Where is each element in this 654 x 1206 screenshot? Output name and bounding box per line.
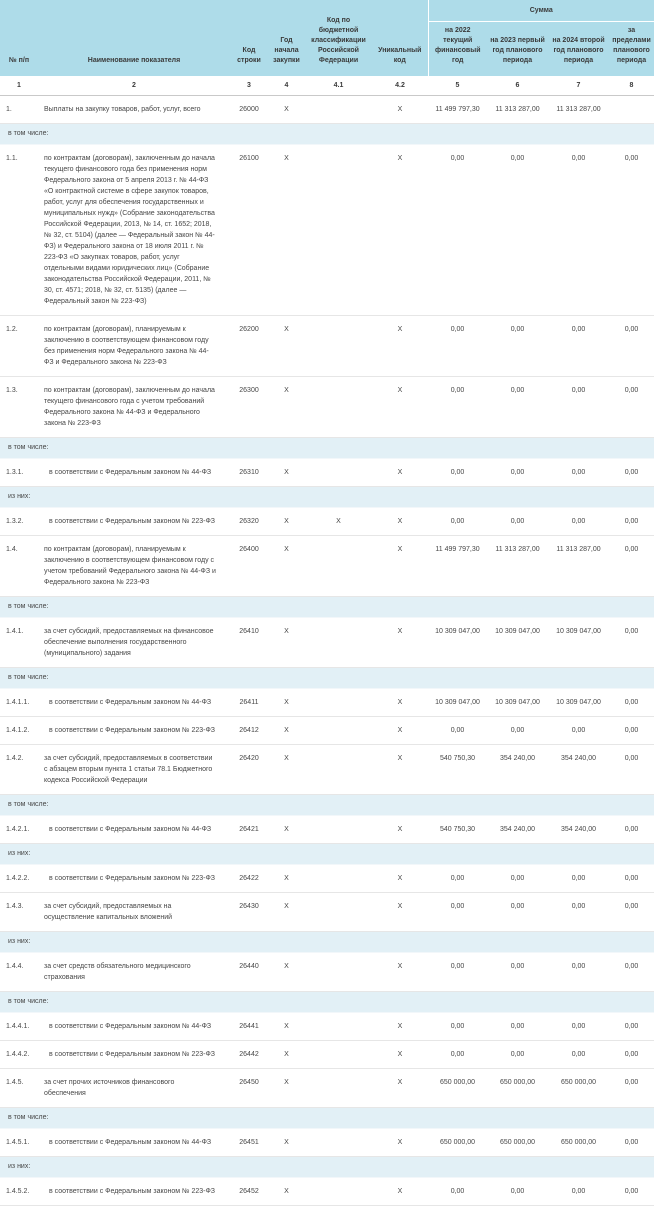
sum-2022-cell: 0,00	[428, 1013, 487, 1041]
sum-2024-cell: 11 313 287,00	[548, 96, 609, 124]
sum-2023-cell: 0,00	[487, 459, 548, 487]
sum-2024-cell: 0,00	[548, 316, 609, 377]
table-row	[0, 459, 654, 487]
indicator-name-cell: в соответствии с Федеральным законом № 223-ФЗ	[38, 508, 230, 536]
line-code-cell: 26450	[230, 1069, 268, 1108]
sum-2022-cell: 10 309 047,00	[428, 618, 487, 668]
purchase-year-cell: X	[268, 1178, 305, 1206]
line-code-cell: 26200	[230, 316, 268, 377]
sum-beyond-cell: 0,00	[609, 689, 654, 717]
budget-class-code-cell	[305, 1013, 372, 1041]
line-code-cell: 26422	[230, 865, 268, 893]
sum-beyond-cell: 0,00	[609, 745, 654, 795]
column-number: 2	[38, 76, 230, 96]
purchase-year-cell: X	[268, 1129, 305, 1157]
unique-code-cell: X	[372, 459, 428, 487]
table-row	[0, 717, 654, 745]
sum-2022-cell: 650 000,00	[428, 1129, 487, 1157]
sum-beyond-cell: 0,00	[609, 316, 654, 377]
section-row	[0, 932, 654, 953]
line-code-cell: 26412	[230, 717, 268, 745]
purchase-year-cell: X	[268, 717, 305, 745]
sum-2024-cell: 354 240,00	[548, 745, 609, 795]
sum-2024-cell: 0,00	[548, 508, 609, 536]
table-row	[0, 1129, 654, 1157]
purchase-year-cell: X	[268, 865, 305, 893]
table-row	[0, 893, 654, 932]
sum-2023-cell: 11 313 287,00	[487, 96, 548, 124]
sum-2022-cell: 0,00	[428, 953, 487, 992]
row-number-cell: 1.1.	[0, 145, 38, 316]
column-number: 1	[0, 76, 38, 96]
section-label: в том числе:	[0, 1108, 654, 1129]
section-label: из них:	[0, 1157, 654, 1178]
purchase-year-cell: X	[268, 536, 305, 597]
line-code-cell: 26400	[230, 536, 268, 597]
indicator-name-cell: в соответствии с Федеральным законом № 44-ФЗ	[38, 459, 230, 487]
budget-class-code-cell	[305, 893, 372, 932]
sum-2022-cell: 540 750,30	[428, 745, 487, 795]
unique-code-cell: X	[372, 745, 428, 795]
sum-2023-cell: 0,00	[487, 145, 548, 316]
col-header-indicator-name: Наименование показателя	[38, 0, 230, 76]
section-row	[0, 597, 654, 618]
table-row	[0, 689, 654, 717]
sum-beyond-cell: 0,00	[609, 1129, 654, 1157]
unique-code-cell: X	[372, 1129, 428, 1157]
table-row	[0, 865, 654, 893]
sum-2023-cell: 354 240,00	[487, 816, 548, 844]
budget-class-code-cell	[305, 536, 372, 597]
sum-2024-cell: 650 000,00	[548, 1069, 609, 1108]
budget-class-code-cell	[305, 145, 372, 316]
indicator-name-cell: в соответствии с Федеральным законом № 223-ФЗ	[38, 1041, 230, 1069]
sum-2022-cell: 0,00	[428, 145, 487, 316]
unique-code-cell: X	[372, 1178, 428, 1206]
sum-2023-cell: 0,00	[487, 316, 548, 377]
sum-2022-cell: 10 309 047,00	[428, 689, 487, 717]
sum-2022-cell: 0,00	[428, 1178, 487, 1206]
sum-beyond-cell: 0,00	[609, 536, 654, 597]
sum-2022-cell: 0,00	[428, 717, 487, 745]
budget-class-code-cell: X	[305, 508, 372, 536]
sum-2023-cell: 0,00	[487, 1013, 548, 1041]
budget-class-code-cell	[305, 865, 372, 893]
table-row	[0, 536, 654, 597]
sum-beyond-cell: 0,00	[609, 508, 654, 536]
sum-2023-cell: 0,00	[487, 717, 548, 745]
section-row	[0, 124, 654, 145]
section-row	[0, 795, 654, 816]
row-number-cell: 1.4.1.2.	[0, 717, 38, 745]
col-group-header-sum: Сумма	[428, 0, 654, 22]
indicator-name-cell: в соответствии с Федеральным законом № 44-ФЗ	[38, 1013, 230, 1041]
purchase-year-cell: X	[268, 1013, 305, 1041]
line-code-cell: 26320	[230, 508, 268, 536]
sum-2022-cell: 0,00	[428, 508, 487, 536]
table-row	[0, 1069, 654, 1108]
section-label: из них:	[0, 844, 654, 865]
sum-beyond-cell: 0,00	[609, 377, 654, 438]
sum-2024-cell: 0,00	[548, 1013, 609, 1041]
purchase-year-cell: X	[268, 96, 305, 124]
indicator-name-cell: за счет субсидий, предоставляемых в соответствии с абзацем вторым пункта 1 статьи 78.1 Бюджетного кодекса Российской Федерации	[38, 745, 230, 795]
line-code-cell: 26451	[230, 1129, 268, 1157]
sum-2023-cell: 650 000,00	[487, 1129, 548, 1157]
purchase-year-cell: X	[268, 377, 305, 438]
unique-code-cell: X	[372, 816, 428, 844]
col-header-unique-code: Уникальный код	[372, 0, 428, 76]
budget-class-code-cell	[305, 459, 372, 487]
sum-2022-cell: 0,00	[428, 459, 487, 487]
table-row	[0, 96, 654, 124]
sum-2022-cell: 0,00	[428, 893, 487, 932]
line-code-cell: 26411	[230, 689, 268, 717]
unique-code-cell: X	[372, 536, 428, 597]
section-label: из них:	[0, 932, 654, 953]
table-row	[0, 745, 654, 795]
row-number-cell: 1.4.2.1.	[0, 816, 38, 844]
row-number-cell: 1.4.4.1.	[0, 1013, 38, 1041]
sum-beyond-cell: 0,00	[609, 1013, 654, 1041]
row-number-cell: 1.	[0, 96, 38, 124]
unique-code-cell: X	[372, 377, 428, 438]
unique-code-cell: X	[372, 316, 428, 377]
sum-2022-cell: 11 499 797,30	[428, 536, 487, 597]
section-label: в том числе:	[0, 124, 654, 145]
sum-beyond-cell: 0,00	[609, 893, 654, 932]
sum-2024-cell: 650 000,00	[548, 1129, 609, 1157]
sum-2022-cell: 11 499 797,30	[428, 96, 487, 124]
row-number-cell: 1.2.	[0, 316, 38, 377]
sum-beyond-cell: 0,00	[609, 618, 654, 668]
indicator-name-cell: за счет субсидий, предоставляемых на осуществление капитальных вложений	[38, 893, 230, 932]
section-row	[0, 992, 654, 1013]
col-header-line-code: Код строки	[230, 0, 268, 76]
sum-beyond-cell: 0,00	[609, 717, 654, 745]
col-header-sum-beyond: за пределами планового периода	[609, 22, 654, 77]
sum-2024-cell: 0,00	[548, 377, 609, 438]
purchase-year-cell: X	[268, 689, 305, 717]
section-label: в том числе:	[0, 992, 654, 1013]
indicator-name-cell: по контрактам (договорам), заключенным до начала текущего финансового года с учетом требований Федерального закона № 44-ФЗ и Федерального закона № 223-ФЗ	[38, 377, 230, 438]
sum-beyond-cell: 0,00	[609, 816, 654, 844]
sum-2024-cell: 0,00	[548, 865, 609, 893]
sum-2022-cell: 540 750,30	[428, 816, 487, 844]
col-header-sum-2023: на 2023 первый год планового периода	[487, 22, 548, 77]
purchase-year-cell: X	[268, 459, 305, 487]
line-code-cell: 26100	[230, 145, 268, 316]
row-number-cell: 1.4.2.	[0, 745, 38, 795]
row-number-cell: 1.4.2.2.	[0, 865, 38, 893]
line-code-cell: 26410	[230, 618, 268, 668]
row-number-cell: 1.4.5.1.	[0, 1129, 38, 1157]
sum-2024-cell: 0,00	[548, 893, 609, 932]
col-header-sum-2024: на 2024 второй год планового периода	[548, 22, 609, 77]
indicator-name-cell: в соответствии с Федеральным законом № 44-ФЗ	[38, 689, 230, 717]
row-number-cell: 1.4.5.2.	[0, 1178, 38, 1206]
line-code-cell: 26442	[230, 1041, 268, 1069]
indicator-name-cell: по контрактам (договорам), планируемым к заключению в соответствующем финансовом году с учетом требований Федерального закона № 44-ФЗ и Федерального закона № 223-ФЗ	[38, 536, 230, 597]
indicator-name-cell: в соответствии с Федеральным законом № 223-ФЗ	[38, 717, 230, 745]
table-row	[0, 1178, 654, 1206]
column-number: 7	[548, 76, 609, 96]
purchase-year-cell: X	[268, 745, 305, 795]
indicator-name-cell: за счет субсидий, предоставляемых на финансовое обеспечение выполнения государственного (муниципального) задания	[38, 618, 230, 668]
row-number-cell: 1.4.4.	[0, 953, 38, 992]
budget-class-code-cell	[305, 745, 372, 795]
purchase-year-cell: X	[268, 618, 305, 668]
sum-2023-cell: 0,00	[487, 1178, 548, 1206]
sum-2024-cell: 0,00	[548, 1041, 609, 1069]
section-row	[0, 487, 654, 508]
unique-code-cell: X	[372, 953, 428, 992]
indicator-name-cell: за счет прочих источников финансового обеспечения	[38, 1069, 230, 1108]
unique-code-cell: X	[372, 717, 428, 745]
line-code-cell: 26441	[230, 1013, 268, 1041]
row-number-cell: 1.4.4.2.	[0, 1041, 38, 1069]
row-number-cell: 1.3.2.	[0, 508, 38, 536]
purchase-year-cell: X	[268, 316, 305, 377]
unique-code-cell: X	[372, 145, 428, 316]
sum-beyond-cell: 0,00	[609, 1069, 654, 1108]
column-number: 8	[609, 76, 654, 96]
unique-code-cell: X	[372, 1013, 428, 1041]
sum-2023-cell: 0,00	[487, 865, 548, 893]
row-number-cell: 1.4.1.1.	[0, 689, 38, 717]
table-row	[0, 1013, 654, 1041]
column-number: 4.2	[372, 76, 428, 96]
line-code-cell: 26452	[230, 1178, 268, 1206]
sum-beyond-cell: 0,00	[609, 1041, 654, 1069]
table-header	[0, 0, 654, 96]
table-row	[0, 816, 654, 844]
sum-2023-cell: 11 313 287,00	[487, 536, 548, 597]
section-label: в том числе:	[0, 795, 654, 816]
row-number-cell: 1.3.	[0, 377, 38, 438]
unique-code-cell: X	[372, 865, 428, 893]
header-row-column-numbers	[0, 76, 654, 96]
col-header-purchase-year: Год начала закупки	[268, 0, 305, 76]
column-number: 6	[487, 76, 548, 96]
indicator-name-cell: по контрактам (договорам), заключенным до начала текущего финансового года без применения норм Федерального закона от 5 апреля 2013 г. № 44-ФЗ «О контрактной системе в сфере закупок товаров, работ, услуг для обеспечения государственных и муниципальных нужд» (Собрание законодательства Российской Федерации, 2013, № 14, ст. 1652; 2018, № 32, ст. 5104) (далее — Федеральный закон № 44-ФЗ) и Федерального закона от 18 июля 2011 г. № 223-ФЗ «О закупках товаров, работ, услуг отдельными видами юридических лиц» (Собрание законодательства Российской Федерации, 2011, № 30, ст. 4571; 2018, № 32, ст. 5135) (далее — Федеральный закон № 223-ФЗ)	[38, 145, 230, 316]
row-number-cell: 1.4.3.	[0, 893, 38, 932]
unique-code-cell: X	[372, 1069, 428, 1108]
line-code-cell: 26420	[230, 745, 268, 795]
sum-2023-cell: 0,00	[487, 1041, 548, 1069]
column-number: 3	[230, 76, 268, 96]
sum-beyond-cell: 0,00	[609, 865, 654, 893]
indicator-name-cell: по контрактам (договорам), планируемым к заключению в соответствующем финансовом году без применения норм Федерального закона № 44-ФЗ и Федерального закона № 223-ФЗ	[38, 316, 230, 377]
header-row-labels	[0, 0, 654, 22]
sum-2022-cell: 650 000,00	[428, 1069, 487, 1108]
col-header-budget-class-code: Код по бюджетной классификации Российской Федерации	[305, 0, 372, 76]
sum-2023-cell: 0,00	[487, 893, 548, 932]
unique-code-cell: X	[372, 1041, 428, 1069]
section-row	[0, 1157, 654, 1178]
budget-class-code-cell	[305, 316, 372, 377]
sum-2024-cell: 11 313 287,00	[548, 536, 609, 597]
sum-2023-cell: 10 309 047,00	[487, 689, 548, 717]
budget-class-code-cell	[305, 816, 372, 844]
sum-2024-cell: 10 309 047,00	[548, 618, 609, 668]
column-number: 4.1	[305, 76, 372, 96]
table-row	[0, 316, 654, 377]
table-row	[0, 377, 654, 438]
sum-2024-cell: 0,00	[548, 1178, 609, 1206]
section-label: в том числе:	[0, 438, 654, 459]
purchase-year-cell: X	[268, 1041, 305, 1069]
line-code-cell: 26300	[230, 377, 268, 438]
table-row	[0, 145, 654, 316]
sum-2023-cell: 354 240,00	[487, 745, 548, 795]
row-number-cell: 1.4.1.	[0, 618, 38, 668]
sum-2024-cell: 0,00	[548, 459, 609, 487]
purchase-year-cell: X	[268, 1069, 305, 1108]
line-code-cell: 26421	[230, 816, 268, 844]
table-row	[0, 618, 654, 668]
sum-beyond-cell	[609, 96, 654, 124]
unique-code-cell: X	[372, 689, 428, 717]
row-number-cell: 1.4.	[0, 536, 38, 597]
indicator-name-cell: в соответствии с Федеральным законом № 44-ФЗ	[38, 816, 230, 844]
line-code-cell: 26430	[230, 893, 268, 932]
sum-2022-cell: 0,00	[428, 377, 487, 438]
sum-2024-cell: 0,00	[548, 717, 609, 745]
unique-code-cell: X	[372, 508, 428, 536]
indicator-name-cell: Выплаты на закупку товаров, работ, услуг, всего	[38, 96, 230, 124]
section-label: в том числе:	[0, 597, 654, 618]
row-number-cell: 1.3.1.	[0, 459, 38, 487]
sum-2024-cell: 354 240,00	[548, 816, 609, 844]
sum-2022-cell: 0,00	[428, 316, 487, 377]
budget-class-code-cell	[305, 717, 372, 745]
sum-2022-cell: 0,00	[428, 1041, 487, 1069]
sum-beyond-cell: 0,00	[609, 953, 654, 992]
line-code-cell: 26440	[230, 953, 268, 992]
budget-class-code-cell	[305, 1069, 372, 1108]
section-row	[0, 1108, 654, 1129]
table-row	[0, 1041, 654, 1069]
section-row	[0, 844, 654, 865]
purchase-year-cell: X	[268, 145, 305, 316]
budget-class-code-cell	[305, 953, 372, 992]
budget-class-code-cell	[305, 618, 372, 668]
section-row	[0, 438, 654, 459]
col-header-sum-2022: на 2022 текущий финансовый год	[428, 22, 487, 77]
indicator-name-cell: в соответствии с Федеральным законом № 223-ФЗ	[38, 865, 230, 893]
table-row	[0, 508, 654, 536]
sum-2023-cell: 0,00	[487, 377, 548, 438]
line-code-cell: 26000	[230, 96, 268, 124]
budget-class-code-cell	[305, 96, 372, 124]
table-body	[0, 96, 654, 1206]
sum-2023-cell: 10 309 047,00	[487, 618, 548, 668]
budget-class-code-cell	[305, 689, 372, 717]
sum-beyond-cell: 0,00	[609, 1178, 654, 1206]
budget-class-code-cell	[305, 1178, 372, 1206]
sum-2024-cell: 0,00	[548, 953, 609, 992]
indicator-name-cell: в соответствии с Федеральным законом № 223-ФЗ	[38, 1178, 230, 1206]
row-number-cell: 1.4.5.	[0, 1069, 38, 1108]
purchase-year-cell: X	[268, 508, 305, 536]
sum-2024-cell: 10 309 047,00	[548, 689, 609, 717]
budget-class-code-cell	[305, 1129, 372, 1157]
column-number: 5	[428, 76, 487, 96]
line-code-cell: 26310	[230, 459, 268, 487]
budget-class-code-cell	[305, 377, 372, 438]
sum-2023-cell: 0,00	[487, 953, 548, 992]
sum-beyond-cell: 0,00	[609, 459, 654, 487]
purchase-year-cell: X	[268, 953, 305, 992]
unique-code-cell: X	[372, 618, 428, 668]
purchase-year-cell: X	[268, 893, 305, 932]
sum-2022-cell: 0,00	[428, 865, 487, 893]
sum-beyond-cell: 0,00	[609, 145, 654, 316]
col-header-row-number: № п/п	[0, 0, 38, 76]
column-number: 4	[268, 76, 305, 96]
budget-class-code-cell	[305, 1041, 372, 1069]
indicator-name-cell: за счет средств обязательного медицинского страхования	[38, 953, 230, 992]
sum-2023-cell: 0,00	[487, 508, 548, 536]
sum-2024-cell: 0,00	[548, 145, 609, 316]
section-label: из них:	[0, 487, 654, 508]
indicator-name-cell: в соответствии с Федеральным законом № 44-ФЗ	[38, 1129, 230, 1157]
purchase-year-cell: X	[268, 816, 305, 844]
unique-code-cell: X	[372, 893, 428, 932]
section-row	[0, 668, 654, 689]
unique-code-cell: X	[372, 96, 428, 124]
section-label: в том числе:	[0, 668, 654, 689]
sum-2023-cell: 650 000,00	[487, 1069, 548, 1108]
table-row	[0, 953, 654, 992]
